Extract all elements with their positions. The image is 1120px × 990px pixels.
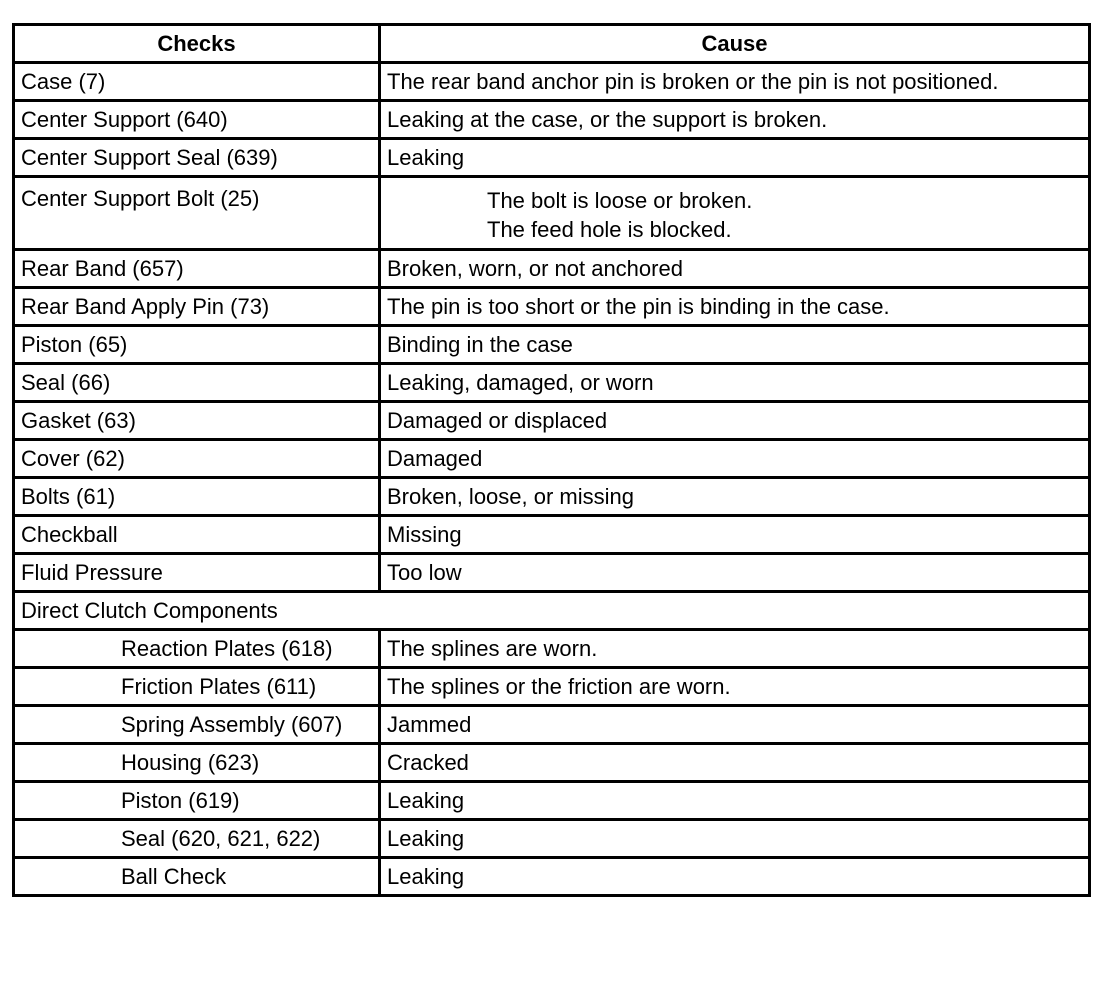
check-cell: Rear Band (657) — [14, 250, 380, 288]
check-cell: Reaction Plates (618) — [14, 630, 380, 668]
check-cell: Piston (619) — [14, 782, 380, 820]
table-row — [14, 858, 1090, 896]
cause-cell: Broken, worn, or not anchored — [380, 250, 1090, 288]
cause-cell: Leaking at the case, or the support is broken. — [380, 101, 1090, 139]
check-cell: Center Support (640) — [14, 101, 380, 139]
table-row — [14, 440, 1090, 478]
table-row — [14, 820, 1090, 858]
cause-cell: Leaking — [380, 820, 1090, 858]
cause-cell: Leaking — [380, 139, 1090, 177]
cause-cell: Leaking — [380, 782, 1090, 820]
cause-cell: Cracked — [380, 744, 1090, 782]
check-cell: Seal (620, 621, 622) — [14, 820, 380, 858]
check-cell: Piston (65) — [14, 326, 380, 364]
table-row — [14, 250, 1090, 288]
table-row — [14, 101, 1090, 139]
section-header-row — [14, 592, 1090, 630]
cause-cell: Jammed — [380, 706, 1090, 744]
cause-cell: Damaged or displaced — [380, 402, 1090, 440]
table-row — [14, 478, 1090, 516]
diagnosis-table — [12, 23, 1091, 897]
table-row — [14, 139, 1090, 177]
check-cell: Fluid Pressure — [14, 554, 380, 592]
cause-cell: Binding in the case — [380, 326, 1090, 364]
check-cell: Bolts (61) — [14, 478, 380, 516]
cause-cell: Leaking, damaged, or worn — [380, 364, 1090, 402]
check-cell: Case (7) — [14, 63, 380, 101]
table-row — [14, 288, 1090, 326]
table-row — [14, 630, 1090, 668]
table-row — [14, 177, 1090, 250]
cause-cell: The splines or the friction are worn. — [380, 668, 1090, 706]
cause-cell: Broken, loose, or missing — [380, 478, 1090, 516]
column-header-cause: Cause — [380, 25, 1090, 63]
table-row — [14, 364, 1090, 402]
check-cell: Checkball — [14, 516, 380, 554]
cause-cell: The splines are worn. — [380, 630, 1090, 668]
column-header-checks: Checks — [14, 25, 380, 63]
cause-line: The feed hole is blocked. — [487, 217, 732, 242]
table-row — [14, 668, 1090, 706]
check-cell: Spring Assembly (607) — [14, 706, 380, 744]
table-row — [14, 554, 1090, 592]
cause-cell: Too low — [380, 554, 1090, 592]
cause-cell: The pin is too short or the pin is binding in the case. — [380, 288, 1090, 326]
check-cell: Friction Plates (611) — [14, 668, 380, 706]
check-cell: Housing (623) — [14, 744, 380, 782]
cause-cell: The rear band anchor pin is broken or the pin is not positioned. — [380, 63, 1090, 101]
table-row — [14, 402, 1090, 440]
cause-cell: Missing — [380, 516, 1090, 554]
check-cell: Center Support Seal (639) — [14, 139, 380, 177]
check-cell: Center Support Bolt (25) — [14, 177, 380, 250]
cause-cell — [380, 177, 1090, 250]
table-row — [14, 782, 1090, 820]
table-row — [14, 63, 1090, 101]
table-row — [14, 744, 1090, 782]
section-title: Direct Clutch Components — [14, 592, 1090, 630]
check-cell: Cover (62) — [14, 440, 380, 478]
check-cell: Seal (66) — [14, 364, 380, 402]
cause-cell: Leaking — [380, 858, 1090, 896]
check-cell: Gasket (63) — [14, 402, 380, 440]
cause-line: The bolt is loose or broken. — [487, 188, 753, 213]
cause-cell: Damaged — [380, 440, 1090, 478]
table-row — [14, 706, 1090, 744]
check-cell: Ball Check — [14, 858, 380, 896]
header-row — [14, 25, 1090, 63]
table-row — [14, 326, 1090, 364]
table-row — [14, 516, 1090, 554]
check-cell: Rear Band Apply Pin (73) — [14, 288, 380, 326]
